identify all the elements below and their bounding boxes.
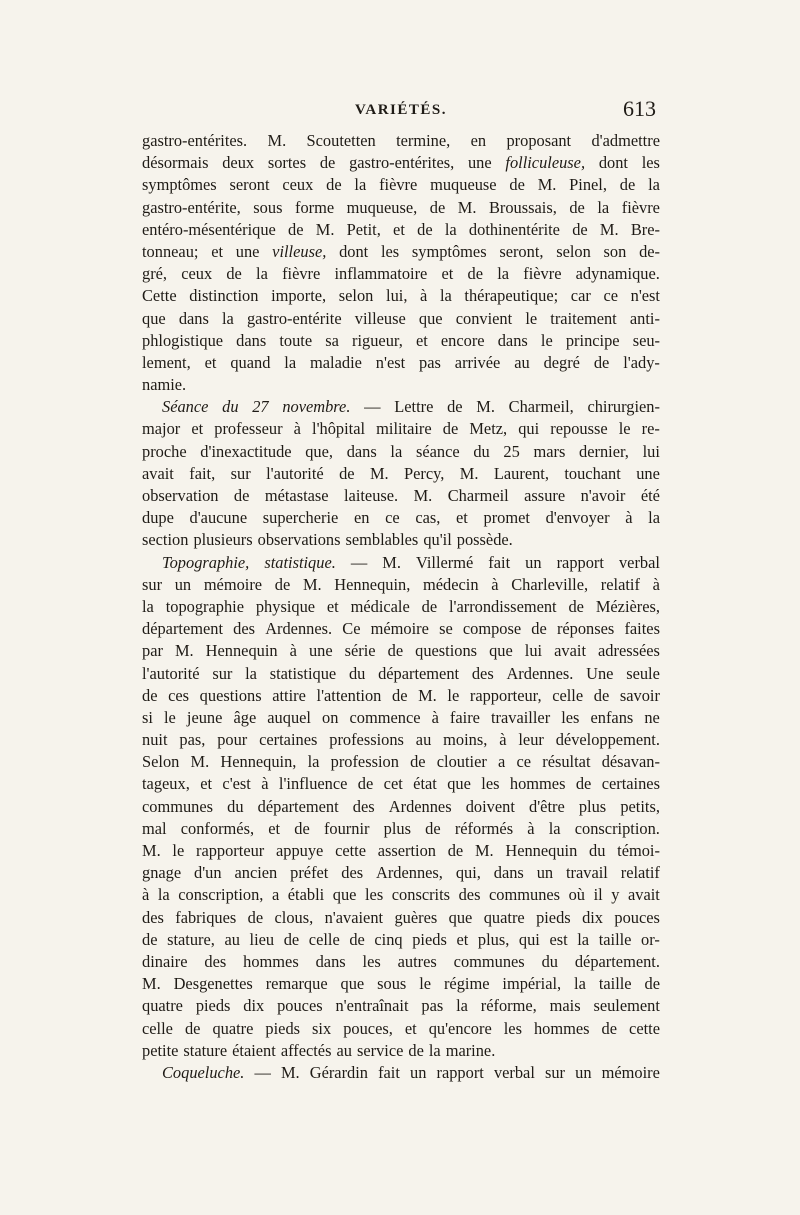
text-line: quatre pieds dix pouces n'entraînait pas la réforme, mais seulement	[142, 996, 660, 1016]
text-line: tonneau; et une villeuse, dont les symptômes seront, selon son de-	[142, 241, 660, 261]
text-line: par M. Hennequin à une série de questions que lui avait adressées	[142, 641, 660, 661]
text-line: phlogistique dans toute sa rigueur, et encore dans le principe seu-	[142, 330, 660, 350]
text-line: avait fait, sur l'autorité de M. Percy, M. Laurent, touchant une	[142, 463, 660, 483]
text-line: gastro-entérite, sous forme muqueuse, de M. Broussais, de la fièvre	[142, 197, 660, 217]
text-line: département des Ardennes. Ce mémoire se compose de réponses faites	[142, 619, 660, 639]
text-line: désormais deux sortes de gastro-entérites, une folliculeuse, dont les	[142, 153, 660, 173]
text-line: que dans la gastro-entérite villeuse que convient le traitement anti-	[142, 308, 660, 328]
text-line: tageux, et c'est à l'influence de cet état que les hommes de certaines	[142, 774, 660, 794]
text-line: M. Desgenettes remarque que sous le régime impérial, la taille de	[142, 974, 660, 994]
text-line: observation de métastase laiteuse. M. Charmeil assure n'avoir été	[142, 486, 660, 505]
text-line: à la conscription, a établi que les conscrits des communes où il y avait	[142, 885, 660, 905]
body-text	[142, 130, 660, 1084]
text-line: Séance du 27 novembre. — Lettre de M. Charmeil, chirurgien-	[162, 397, 660, 417]
text-line: de ces questions attire l'attention de M. le rapporteur, celle de savoir	[142, 685, 660, 705]
text-line: gnage d'un ancien préfet des Ardennes, qui, dans un travail relatif	[142, 863, 660, 883]
text-line: Selon M. Hennequin, la profession de cloutier a ce résultat désavan-	[142, 752, 660, 772]
text-line: Coqueluche. — M. Gérardin fait un rapport verbal sur un mémoire	[162, 1062, 660, 1082]
text-line: petite stature étaient affectés au service de la marine.	[142, 1040, 496, 1060]
text-line: gré, ceux de la fièvre inflammatoire et de la fièvre adynamique.	[142, 264, 660, 284]
text-line: M. le rapporteur appuye cette assertion de M. Hennequin du témoi-	[142, 841, 660, 860]
running-head: VARIÉTÉS.	[354, 102, 447, 118]
text-line: si le jeune âge auquel on commence à faire travailler les enfans ne	[142, 707, 660, 727]
text-line: dinaire des hommes dans les autres communes du département.	[142, 951, 660, 971]
text-line: Topographie, statistique. — M. Villermé fait un rapport verbal	[162, 552, 660, 572]
text-line: la topographie physique et médicale de l'arrondissement de Mézières,	[142, 596, 660, 616]
page-number: 613	[623, 96, 656, 121]
text-line: proche d'inexactitude que, dans la séance du 25 mars dernier, lui	[142, 441, 660, 461]
text-line: de stature, au lieu de celle de cinq pieds et plus, qui est la taille or-	[142, 929, 660, 949]
page-header	[142, 96, 660, 126]
text-line: section plusieurs observations semblables qu'il possède.	[142, 530, 513, 550]
text-line: symptômes seront ceux de la fièvre muqueuse de M. Pinel, de la	[142, 175, 660, 195]
text-line: dupe d'aucune supercherie en ce cas, et promet d'envoyer à la	[142, 508, 660, 528]
text-line: lement, et quand la maladie n'est pas arrivée au degré de l'ady-	[142, 352, 660, 372]
text-line: sur un mémoire de M. Hennequin, médecin à Charleville, relatif à	[142, 574, 660, 594]
text-line: major et professeur à l'hôpital militaire de Metz, qui repousse le re-	[142, 419, 660, 439]
text-line: communes du département des Ardennes doivent d'être plus petits,	[142, 796, 660, 816]
text-line: gastro-entérites. M. Scoutetten termine, en proposant d'admettre	[142, 131, 660, 150]
text-line: Cette distinction importe, selon lui, à la thérapeutique; car ce n'est	[142, 286, 660, 306]
text-line: des fabriques de clous, n'avaient guères que quatre pieds dix pouces	[142, 907, 660, 927]
text-line: namie.	[142, 375, 187, 395]
text-line: nuit pas, pour certaines professions au moins, à leur développement.	[142, 730, 660, 750]
text-line: l'autorité sur la statistique du département des Ardennes. Une seule	[142, 663, 660, 683]
text-line: entéro-mésentérique de M. Petit, et de la dothinentérite de M. Bre-	[142, 219, 660, 239]
text-line: mal conformés, et de fournir plus de réformés à la conscription.	[142, 818, 660, 838]
text-line: celle de quatre pieds six pouces, et qu'encore les hommes de cette	[142, 1018, 660, 1038]
